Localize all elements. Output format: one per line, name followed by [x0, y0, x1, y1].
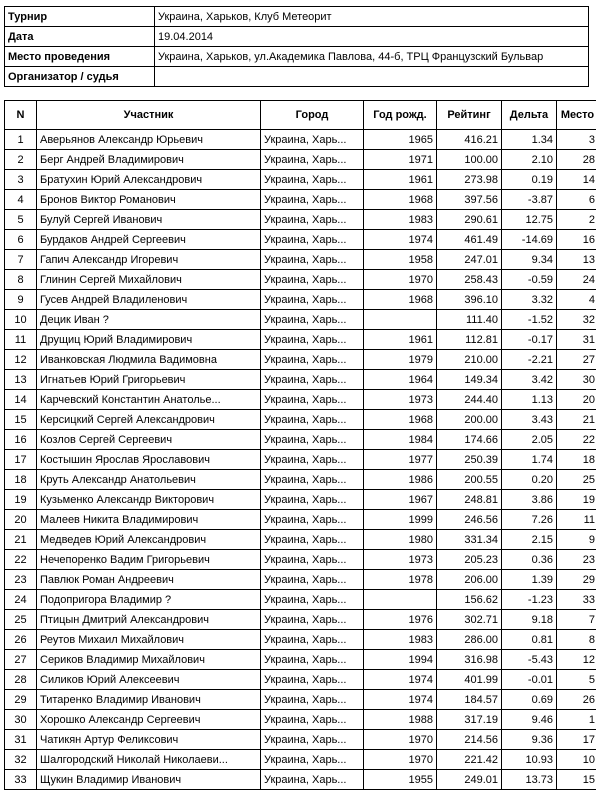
place-value: 2: [557, 210, 596, 230]
rating-value: 247.01: [437, 250, 502, 270]
participant-name: Бурдаков Андрей Сергеевич: [37, 230, 261, 250]
place-value: 13: [557, 250, 596, 270]
participant-name: Нечепоренко Вадим Григорьевич: [37, 550, 261, 570]
participant-city: Украина, Харь...: [261, 450, 364, 470]
participant-name: Подопригора Владимир ?: [37, 590, 261, 610]
info-value: Украина, Харьков, Клуб Метеорит: [155, 7, 589, 27]
row-number: 15: [5, 410, 37, 430]
delta-value: 13.73: [502, 770, 557, 790]
row-number: 29: [5, 690, 37, 710]
table-row: [5, 670, 596, 690]
participant-city: Украина, Харь...: [261, 690, 364, 710]
participant-city: Украина, Харь...: [261, 470, 364, 490]
participant-city: Украина, Харь...: [261, 410, 364, 430]
participant-name: Козлов Сергей Сергеевич: [37, 430, 261, 450]
birth-year: 1973: [364, 390, 437, 410]
place-value: 11: [557, 510, 596, 530]
rating-value: 286.00: [437, 630, 502, 650]
delta-value: 9.18: [502, 610, 557, 630]
row-number: 16: [5, 430, 37, 450]
participant-city: Украина, Харь...: [261, 330, 364, 350]
participant-name: Кузьменко Александр Викторович: [37, 490, 261, 510]
delta-value: -3.87: [502, 190, 557, 210]
table-row: [5, 730, 596, 750]
delta-value: 7.26: [502, 510, 557, 530]
delta-value: -1.52: [502, 310, 557, 330]
rating-value: 246.56: [437, 510, 502, 530]
place-value: 19: [557, 490, 596, 510]
table-row: [5, 290, 596, 310]
rating-value: 331.34: [437, 530, 502, 550]
birth-year: 1974: [364, 670, 437, 690]
participant-name: Силиков Юрий Алексеевич: [37, 670, 261, 690]
row-number: 1: [5, 130, 37, 150]
participant-city: Украина, Харь...: [261, 430, 364, 450]
row-number: 31: [5, 730, 37, 750]
place-value: 1: [557, 710, 596, 730]
participant-name: Павлюк Роман Андреевич: [37, 570, 261, 590]
delta-value: 9.34: [502, 250, 557, 270]
participant-city: Украина, Харь...: [261, 770, 364, 790]
table-row: [5, 650, 596, 670]
place-value: 30: [557, 370, 596, 390]
birth-year: 1976: [364, 610, 437, 630]
participant-name: Глинин Сергей Михайлович: [37, 270, 261, 290]
birth-year: 1980: [364, 530, 437, 550]
rating-value: 156.62: [437, 590, 502, 610]
info-label: Турнир: [5, 7, 155, 27]
row-number: 30: [5, 710, 37, 730]
participant-city: Украина, Харь...: [261, 170, 364, 190]
column-header-city: Город: [261, 101, 364, 130]
birth-year: 1970: [364, 750, 437, 770]
table-row: [5, 270, 596, 290]
table-row: [5, 210, 596, 230]
row-number: 9: [5, 290, 37, 310]
participant-name: Хорошко Александр Сергеевич: [37, 710, 261, 730]
delta-value: -2.21: [502, 350, 557, 370]
birth-year: 1999: [364, 510, 437, 530]
delta-value: 0.81: [502, 630, 557, 650]
place-value: 22: [557, 430, 596, 450]
birth-year: 1984: [364, 430, 437, 450]
row-number: 27: [5, 650, 37, 670]
participant-name: Титаренко Владимир Иванович: [37, 690, 261, 710]
table-row: [5, 710, 596, 730]
participant-name: Круть Александр Анатольевич: [37, 470, 261, 490]
column-header-rating: Рейтинг: [437, 101, 502, 130]
place-value: 32: [557, 310, 596, 330]
table-row: [5, 570, 596, 590]
rating-value: 100.00: [437, 150, 502, 170]
table-row: [5, 350, 596, 370]
rating-value: 416.21: [437, 130, 502, 150]
rating-value: 210.00: [437, 350, 502, 370]
column-header-number: N: [5, 101, 37, 130]
place-value: 23: [557, 550, 596, 570]
table-row: [5, 450, 596, 470]
participant-city: Украина, Харь...: [261, 610, 364, 630]
participant-city: Украина, Харь...: [261, 310, 364, 330]
table-row: [5, 590, 596, 610]
place-value: 3: [557, 130, 596, 150]
info-value: Украина, Харьков, ул.Академика Павлова, 44-б, ТРЦ Французский Бульвар: [155, 47, 589, 67]
birth-year: 1986: [364, 470, 437, 490]
place-value: 25: [557, 470, 596, 490]
row-number: 5: [5, 210, 37, 230]
participant-name: Друщиц Юрий Владимирович: [37, 330, 261, 350]
birth-year: [364, 590, 437, 610]
row-number: 2: [5, 150, 37, 170]
rating-value: 250.39: [437, 450, 502, 470]
column-header-place: Место: [557, 101, 596, 130]
birth-year: 1958: [364, 250, 437, 270]
results-table: [4, 100, 596, 790]
delta-value: 2.05: [502, 430, 557, 450]
info-value: 19.04.2014: [155, 27, 589, 47]
participant-city: Украина, Харь...: [261, 390, 364, 410]
rating-value: 316.98: [437, 650, 502, 670]
row-number: 20: [5, 510, 37, 530]
table-row: [5, 250, 596, 270]
row-number: 32: [5, 750, 37, 770]
birth-year: 1955: [364, 770, 437, 790]
row-number: 33: [5, 770, 37, 790]
delta-value: -5.43: [502, 650, 557, 670]
participant-city: Украина, Харь...: [261, 370, 364, 390]
participant-city: Украина, Харь...: [261, 150, 364, 170]
participant-city: Украина, Харь...: [261, 630, 364, 650]
delta-value: -1.23: [502, 590, 557, 610]
participant-city: Украина, Харь...: [261, 750, 364, 770]
rating-value: 397.56: [437, 190, 502, 210]
rating-value: 290.61: [437, 210, 502, 230]
column-header-birth-year: Год рожд.: [364, 101, 437, 130]
rating-value: 258.43: [437, 270, 502, 290]
table-row: [5, 470, 596, 490]
birth-year: 1971: [364, 150, 437, 170]
place-value: 12: [557, 650, 596, 670]
birth-year: 1970: [364, 270, 437, 290]
table-row: [5, 190, 596, 210]
place-value: 18: [557, 450, 596, 470]
place-value: 9: [557, 530, 596, 550]
place-value: 20: [557, 390, 596, 410]
rating-value: 112.81: [437, 330, 502, 350]
birth-year: 1967: [364, 490, 437, 510]
participant-name: Щукин Владимир Иванович: [37, 770, 261, 790]
table-row: [5, 430, 596, 450]
participant-name: Децик Иван ?: [37, 310, 261, 330]
table-row: [5, 510, 596, 530]
row-number: 19: [5, 490, 37, 510]
place-value: 4: [557, 290, 596, 310]
delta-value: 0.36: [502, 550, 557, 570]
info-label: Дата: [5, 27, 155, 47]
table-row: [5, 490, 596, 510]
place-value: 28: [557, 150, 596, 170]
rating-value: 149.34: [437, 370, 502, 390]
participant-city: Украина, Харь...: [261, 230, 364, 250]
rating-value: 244.40: [437, 390, 502, 410]
delta-value: 0.69: [502, 690, 557, 710]
row-number: 17: [5, 450, 37, 470]
column-header-delta: Дельта: [502, 101, 557, 130]
rating-value: 214.56: [437, 730, 502, 750]
table-row: [5, 530, 596, 550]
place-value: 8: [557, 630, 596, 650]
row-number: 26: [5, 630, 37, 650]
participant-city: Украина, Харь...: [261, 670, 364, 690]
delta-value: 1.13: [502, 390, 557, 410]
rating-value: 206.00: [437, 570, 502, 590]
birth-year: 1978: [364, 570, 437, 590]
participant-name: Аверьянов Александр Юрьевич: [37, 130, 261, 150]
participant-name: Карчевский Константин Анатолье...: [37, 390, 261, 410]
row-number: 23: [5, 570, 37, 590]
row-number: 13: [5, 370, 37, 390]
participant-name: Костышин Ярослав Ярославович: [37, 450, 261, 470]
place-value: 33: [557, 590, 596, 610]
rating-value: 221.42: [437, 750, 502, 770]
rating-value: 317.19: [437, 710, 502, 730]
participant-name: Медведев Юрий Александрович: [37, 530, 261, 550]
table-row: [5, 390, 596, 410]
participant-city: Украина, Харь...: [261, 270, 364, 290]
participant-name: Малеев Никита Владимирович: [37, 510, 261, 530]
row-number: 6: [5, 230, 37, 250]
row-number: 22: [5, 550, 37, 570]
participant-name: Шалгородский Николай Николаеви...: [37, 750, 261, 770]
row-number: 24: [5, 590, 37, 610]
participant-city: Украина, Харь...: [261, 210, 364, 230]
birth-year: 1983: [364, 630, 437, 650]
rating-value: 461.49: [437, 230, 502, 250]
table-row: [5, 310, 596, 330]
birth-year: 1994: [364, 650, 437, 670]
row-number: 8: [5, 270, 37, 290]
table-row: [5, 770, 596, 790]
row-number: 11: [5, 330, 37, 350]
place-value: 21: [557, 410, 596, 430]
birth-year: 1974: [364, 690, 437, 710]
birth-year: 1973: [364, 550, 437, 570]
participant-city: Украина, Харь...: [261, 490, 364, 510]
column-header-participant: Участник: [37, 101, 261, 130]
place-value: 24: [557, 270, 596, 290]
tournament-info-table: [4, 6, 589, 87]
participant-name: Чатикян Артур Феликсович: [37, 730, 261, 750]
rating-value: 174.66: [437, 430, 502, 450]
rating-value: 396.10: [437, 290, 502, 310]
birth-year: 1983: [364, 210, 437, 230]
info-row-venue: [5, 47, 589, 67]
place-value: 6: [557, 190, 596, 210]
delta-value: 0.19: [502, 170, 557, 190]
table-row: [5, 690, 596, 710]
participant-city: Украина, Харь...: [261, 730, 364, 750]
participant-city: Украина, Харь...: [261, 570, 364, 590]
participant-city: Украина, Харь...: [261, 530, 364, 550]
birth-year: 1968: [364, 410, 437, 430]
birth-year: 1961: [364, 330, 437, 350]
participant-city: Украина, Харь...: [261, 130, 364, 150]
participant-city: Украина, Харь...: [261, 590, 364, 610]
participant-city: Украина, Харь...: [261, 250, 364, 270]
place-value: 26: [557, 690, 596, 710]
place-value: 31: [557, 330, 596, 350]
delta-value: -14.69: [502, 230, 557, 250]
place-value: 10: [557, 750, 596, 770]
delta-value: 0.20: [502, 470, 557, 490]
participant-name: Керсицкий Сергей Александрович: [37, 410, 261, 430]
birth-year: 1965: [364, 130, 437, 150]
table-row: [5, 630, 596, 650]
row-number: 12: [5, 350, 37, 370]
delta-value: 3.86: [502, 490, 557, 510]
rating-value: 184.57: [437, 690, 502, 710]
table-row: [5, 170, 596, 190]
delta-value: 9.36: [502, 730, 557, 750]
delta-value: -0.01: [502, 670, 557, 690]
birth-year: 1968: [364, 190, 437, 210]
delta-value: 1.34: [502, 130, 557, 150]
table-row: [5, 130, 596, 150]
place-value: 15: [557, 770, 596, 790]
participant-city: Украина, Харь...: [261, 510, 364, 530]
row-number: 14: [5, 390, 37, 410]
birth-year: 1974: [364, 230, 437, 250]
delta-value: 3.42: [502, 370, 557, 390]
rating-value: 200.55: [437, 470, 502, 490]
table-row: [5, 330, 596, 350]
info-label: Место проведения: [5, 47, 155, 67]
place-value: 17: [557, 730, 596, 750]
delta-value: 12.75: [502, 210, 557, 230]
table-row: [5, 750, 596, 770]
rating-value: 200.00: [437, 410, 502, 430]
table-row: [5, 410, 596, 430]
birth-year: 1977: [364, 450, 437, 470]
place-value: 27: [557, 350, 596, 370]
place-value: 16: [557, 230, 596, 250]
row-number: 25: [5, 610, 37, 630]
row-number: 21: [5, 530, 37, 550]
info-row-organizer: [5, 67, 589, 87]
row-number: 18: [5, 470, 37, 490]
delta-value: 10.93: [502, 750, 557, 770]
birth-year: [364, 310, 437, 330]
participant-name: Гусев Андрей Владиленович: [37, 290, 261, 310]
delta-value: -0.17: [502, 330, 557, 350]
participant-name: Игнатьев Юрий Григорьевич: [37, 370, 261, 390]
participant-name: Бронов Виктор Романович: [37, 190, 261, 210]
table-row: [5, 610, 596, 630]
row-number: 4: [5, 190, 37, 210]
birth-year: 1961: [364, 170, 437, 190]
participant-city: Украина, Харь...: [261, 550, 364, 570]
participant-name: Реутов Михаил Михайлович: [37, 630, 261, 650]
rating-value: 111.40: [437, 310, 502, 330]
info-row-tournament: [5, 7, 589, 27]
delta-value: 2.15: [502, 530, 557, 550]
rating-value: 273.98: [437, 170, 502, 190]
rating-value: 205.23: [437, 550, 502, 570]
place-value: 29: [557, 570, 596, 590]
table-row: [5, 150, 596, 170]
participant-city: Украина, Харь...: [261, 650, 364, 670]
participant-city: Украина, Харь...: [261, 290, 364, 310]
table-row: [5, 230, 596, 250]
birth-year: 1970: [364, 730, 437, 750]
rating-value: 401.99: [437, 670, 502, 690]
participant-name: Булуй Сергей Иванович: [37, 210, 261, 230]
participant-name: Иванковская Людмила Вадимовна: [37, 350, 261, 370]
table-row: [5, 550, 596, 570]
rating-value: 249.01: [437, 770, 502, 790]
results-body: [5, 130, 596, 790]
place-value: 7: [557, 610, 596, 630]
info-value: [155, 67, 589, 87]
results-header-row: [5, 101, 596, 130]
delta-value: 1.74: [502, 450, 557, 470]
info-label: Организатор / судья: [5, 67, 155, 87]
birth-year: 1979: [364, 350, 437, 370]
row-number: 7: [5, 250, 37, 270]
participant-name: Берг Андрей Владимирович: [37, 150, 261, 170]
row-number: 28: [5, 670, 37, 690]
participant-city: Украина, Харь...: [261, 190, 364, 210]
participant-name: Гапич Александр Игоревич: [37, 250, 261, 270]
table-row: [5, 370, 596, 390]
row-number: 10: [5, 310, 37, 330]
participant-name: Птицын Дмитрий Александрович: [37, 610, 261, 630]
rating-value: 302.71: [437, 610, 502, 630]
rating-value: 248.81: [437, 490, 502, 510]
participant-name: Сериков Владимир Михайлович: [37, 650, 261, 670]
place-value: 5: [557, 670, 596, 690]
place-value: 14: [557, 170, 596, 190]
participant-name: Братухин Юрий Александрович: [37, 170, 261, 190]
delta-value: 3.32: [502, 290, 557, 310]
delta-value: -0.59: [502, 270, 557, 290]
delta-value: 3.43: [502, 410, 557, 430]
birth-year: 1964: [364, 370, 437, 390]
row-number: 3: [5, 170, 37, 190]
delta-value: 9.46: [502, 710, 557, 730]
birth-year: 1968: [364, 290, 437, 310]
info-row-date: [5, 27, 589, 47]
delta-value: 2.10: [502, 150, 557, 170]
participant-city: Украина, Харь...: [261, 350, 364, 370]
delta-value: 1.39: [502, 570, 557, 590]
birth-year: 1988: [364, 710, 437, 730]
participant-city: Украина, Харь...: [261, 710, 364, 730]
